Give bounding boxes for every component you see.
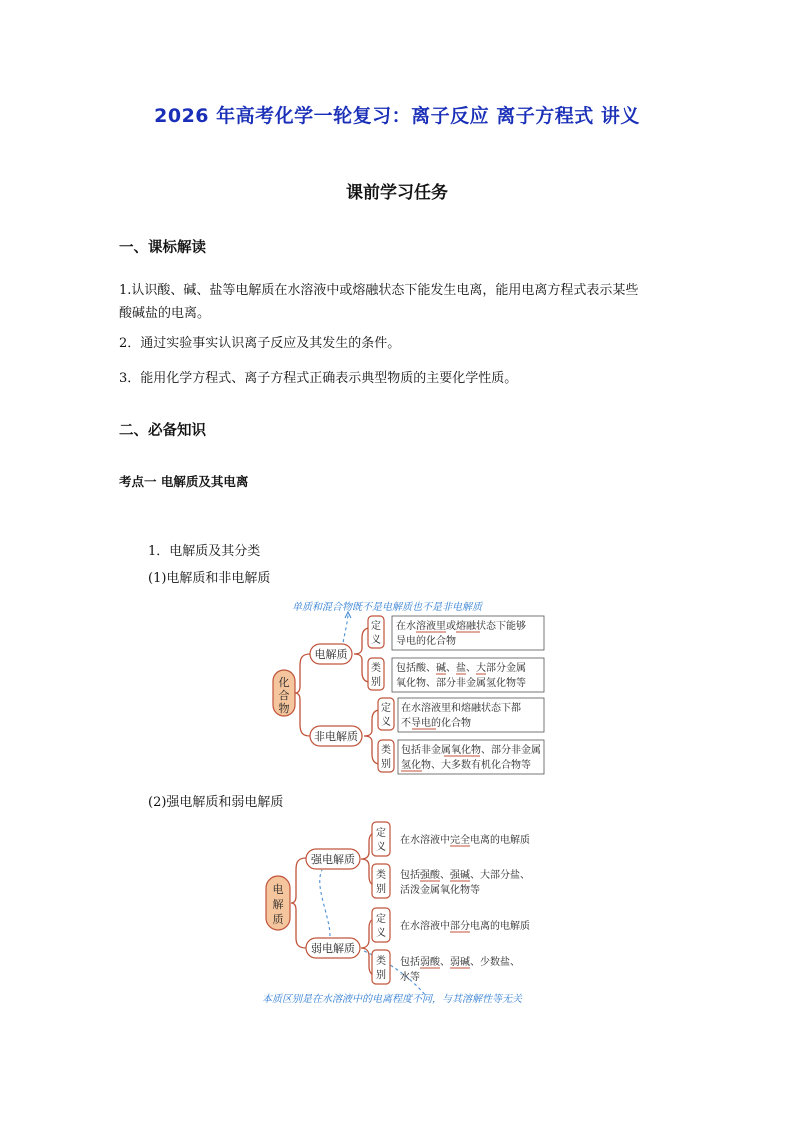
def-char: 义 xyxy=(376,928,386,939)
dashed-arrow xyxy=(342,614,348,648)
cat-text-2b: 氢化物、大多数有机化合物等 xyxy=(401,760,531,771)
cat-text-strong-b: 活泼金属氧化物等 xyxy=(400,885,480,896)
root-brace xyxy=(291,858,306,948)
paragraph-1-line-1: 1.认识酸、碱、盐等电解质在水溶液中或熔融状态下能发生电离，能用电离方程式表示某些 xyxy=(119,283,639,298)
heading-knowledge: 二、必备知识 xyxy=(119,422,206,439)
note-essential-difference: 本质区别是在水溶液中的电离程度不同，与其溶解性等无关 xyxy=(262,994,522,1005)
node-weak-label: 弱电解质 xyxy=(311,942,355,955)
cat-char: 别 xyxy=(376,970,386,981)
section-title: 课前学习任务 xyxy=(346,183,448,203)
cat-text-weak-a: 包括弱酸、弱碱、少数盐、 xyxy=(400,957,520,968)
kaodian-heading: 考点一 电解质及其电离 xyxy=(119,474,249,489)
paragraph-1-line-2: 酸碱盐的电离。 xyxy=(119,306,211,321)
cat-char: 类 xyxy=(381,745,391,756)
note-single-mixture: 单质和混合物既不是电解质也不是非电解质 xyxy=(292,602,482,613)
root-char: 合 xyxy=(278,689,290,702)
root-char: 物 xyxy=(278,702,290,715)
node-electrolyte-label: 电解质 xyxy=(314,648,348,661)
cat-char: 类 xyxy=(376,870,386,881)
def-char: 定 xyxy=(381,703,391,714)
heading-curriculum: 一、课标解读 xyxy=(119,239,206,256)
cat-text-strong-a: 包括强酸、强碱、大部分盐、 xyxy=(400,870,530,881)
electrolyte-nonelectrolyte-diagram xyxy=(260,592,550,784)
document-title: 2026 年高考化学一轮复习：离子反应 离子方程式 讲义 xyxy=(154,105,640,127)
def-text-1b: 导电的化合物 xyxy=(396,636,456,647)
def-char: 义 xyxy=(381,717,391,728)
root-char: 解 xyxy=(272,898,284,911)
cat-text-weak-b: 水等 xyxy=(400,972,420,983)
cat-char: 别 xyxy=(376,884,386,895)
cat-char: 类 xyxy=(376,956,386,967)
node-strong-label: 强电解质 xyxy=(311,853,355,866)
strong-weak-electrolyte-diagram xyxy=(258,816,564,1008)
subheading-2: (2)强电解质和弱电解质 xyxy=(148,795,284,810)
root-brace xyxy=(295,654,310,736)
dashed-connector xyxy=(320,870,330,936)
paragraph-2: 2．通过实验事实认识离子反应及其发生的条件。 xyxy=(119,336,401,351)
def-text-strong: 在水溶液中完全电离的电解质 xyxy=(400,835,530,846)
node-nonelectrolyte-label: 非电解质 xyxy=(314,730,358,743)
def-text-1a: 在水溶液里或熔融状态下能够 xyxy=(396,621,526,632)
cat-char: 类 xyxy=(371,663,381,674)
cat-text-2a: 包括非金属氧化物、部分非金属 xyxy=(401,745,541,756)
root-char: 电 xyxy=(272,883,284,896)
def-char: 定 xyxy=(376,914,386,925)
cat-char: 别 xyxy=(381,759,391,770)
cat-char: 别 xyxy=(371,677,381,688)
def-char: 义 xyxy=(376,842,386,853)
subheading-1: (1)电解质和非电解质 xyxy=(148,571,271,586)
def-char: 义 xyxy=(371,635,381,646)
root-char: 质 xyxy=(272,913,284,926)
root-char: 化 xyxy=(278,676,290,689)
def-text-weak: 在水溶液中部分电离的电解质 xyxy=(400,921,530,932)
def-text-2a: 在水溶液里和熔融状态下都 xyxy=(401,703,521,714)
cat-text-1a: 包括酸、碱、盐、大部分金属 xyxy=(396,663,526,674)
def-char: 定 xyxy=(376,828,386,839)
def-text-2b: 不导电的化合物 xyxy=(401,718,471,729)
item-heading: 1．电解质及其分类 xyxy=(148,544,261,559)
cat-text-1b: 氧化物、部分非金属氢化物等 xyxy=(396,678,526,689)
def-char: 定 xyxy=(371,621,381,632)
paragraph-3: 3．能用化学方程式、离子方程式正确表示典型物质的主要化学性质。 xyxy=(119,371,518,386)
